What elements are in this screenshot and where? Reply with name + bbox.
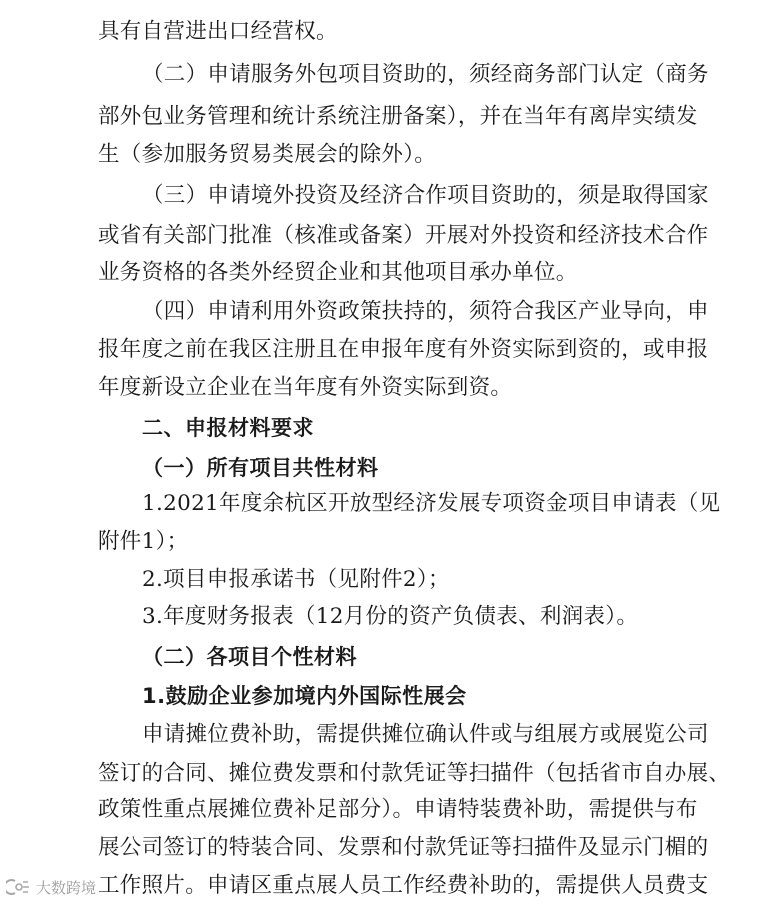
text-line: （四）申请利用外资政策扶持的，须符合我区产业导向，申 xyxy=(142,299,709,324)
watermark-logo-icon xyxy=(6,878,32,896)
text-line: 1.2021年度余杭区开放型经济发展专项资金项目申请表（见 xyxy=(142,491,721,516)
text-line: 具有自营进出口经营权。 xyxy=(98,19,338,44)
watermark xyxy=(6,876,96,898)
section-heading: 二、申报材料要求 xyxy=(142,416,314,440)
text-line: 年度新设立企业在当年度有外资实际到资。 xyxy=(98,375,513,400)
text-line: 生（参加服务贸易类展会的除外）。 xyxy=(98,142,437,167)
watermark-text: 大数跨境 xyxy=(36,878,97,897)
text-line: 部外包业务管理和统计系统注册备案），并在当年有离岸实绩发 xyxy=(98,104,698,129)
text-line: （二）申请服务外包项目资助的，须经商务部门认定（商务 xyxy=(142,62,709,87)
text-line: 展公司签订的特装合同、发票和付款凭证等扫描件及显示门楣的 xyxy=(98,835,709,860)
text-line: 3.年度财务报表（12月份的资产负债表、利润表）。 xyxy=(142,604,639,629)
text-line: 或省有关部门批准（核准或备案）开展对外投资和经济技术合作 xyxy=(98,223,709,248)
text-line: 申请摊位费补助，需提供摊位确认件或与组展方或展览公司 xyxy=(142,722,709,747)
item-heading: 1.鼓励企业参加境内外国际性展会 xyxy=(142,684,467,708)
text-line: 工作照片。申请区重点展人员工作经费补助的，需提供人员费支 xyxy=(98,873,709,898)
text-line: （三）申请境外投资及经济合作项目资助的，须是取得国家 xyxy=(142,183,709,208)
text-line: 签订的合同、摊位费发票和付款凭证等扫描件（包括省市自办展、 xyxy=(98,761,731,786)
text-line: 业务资格的各类外经贸企业和其他项目承办单位。 xyxy=(98,260,578,285)
text-line: 2.项目申报承诺书（见附件2）； xyxy=(142,567,450,592)
text-line: 附件1）； xyxy=(98,529,189,554)
text-line: 政策性重点展摊位费补足部分）。申请特装费补助，需提供与布 xyxy=(98,797,698,822)
subsection-heading: （二）各项目个性材料 xyxy=(142,645,357,669)
text-line: 报年度之前在我区注册且在申报年度有外资实际到资的，或申报 xyxy=(98,337,709,362)
subsection-heading: （一）所有项目共性材料 xyxy=(142,456,379,480)
